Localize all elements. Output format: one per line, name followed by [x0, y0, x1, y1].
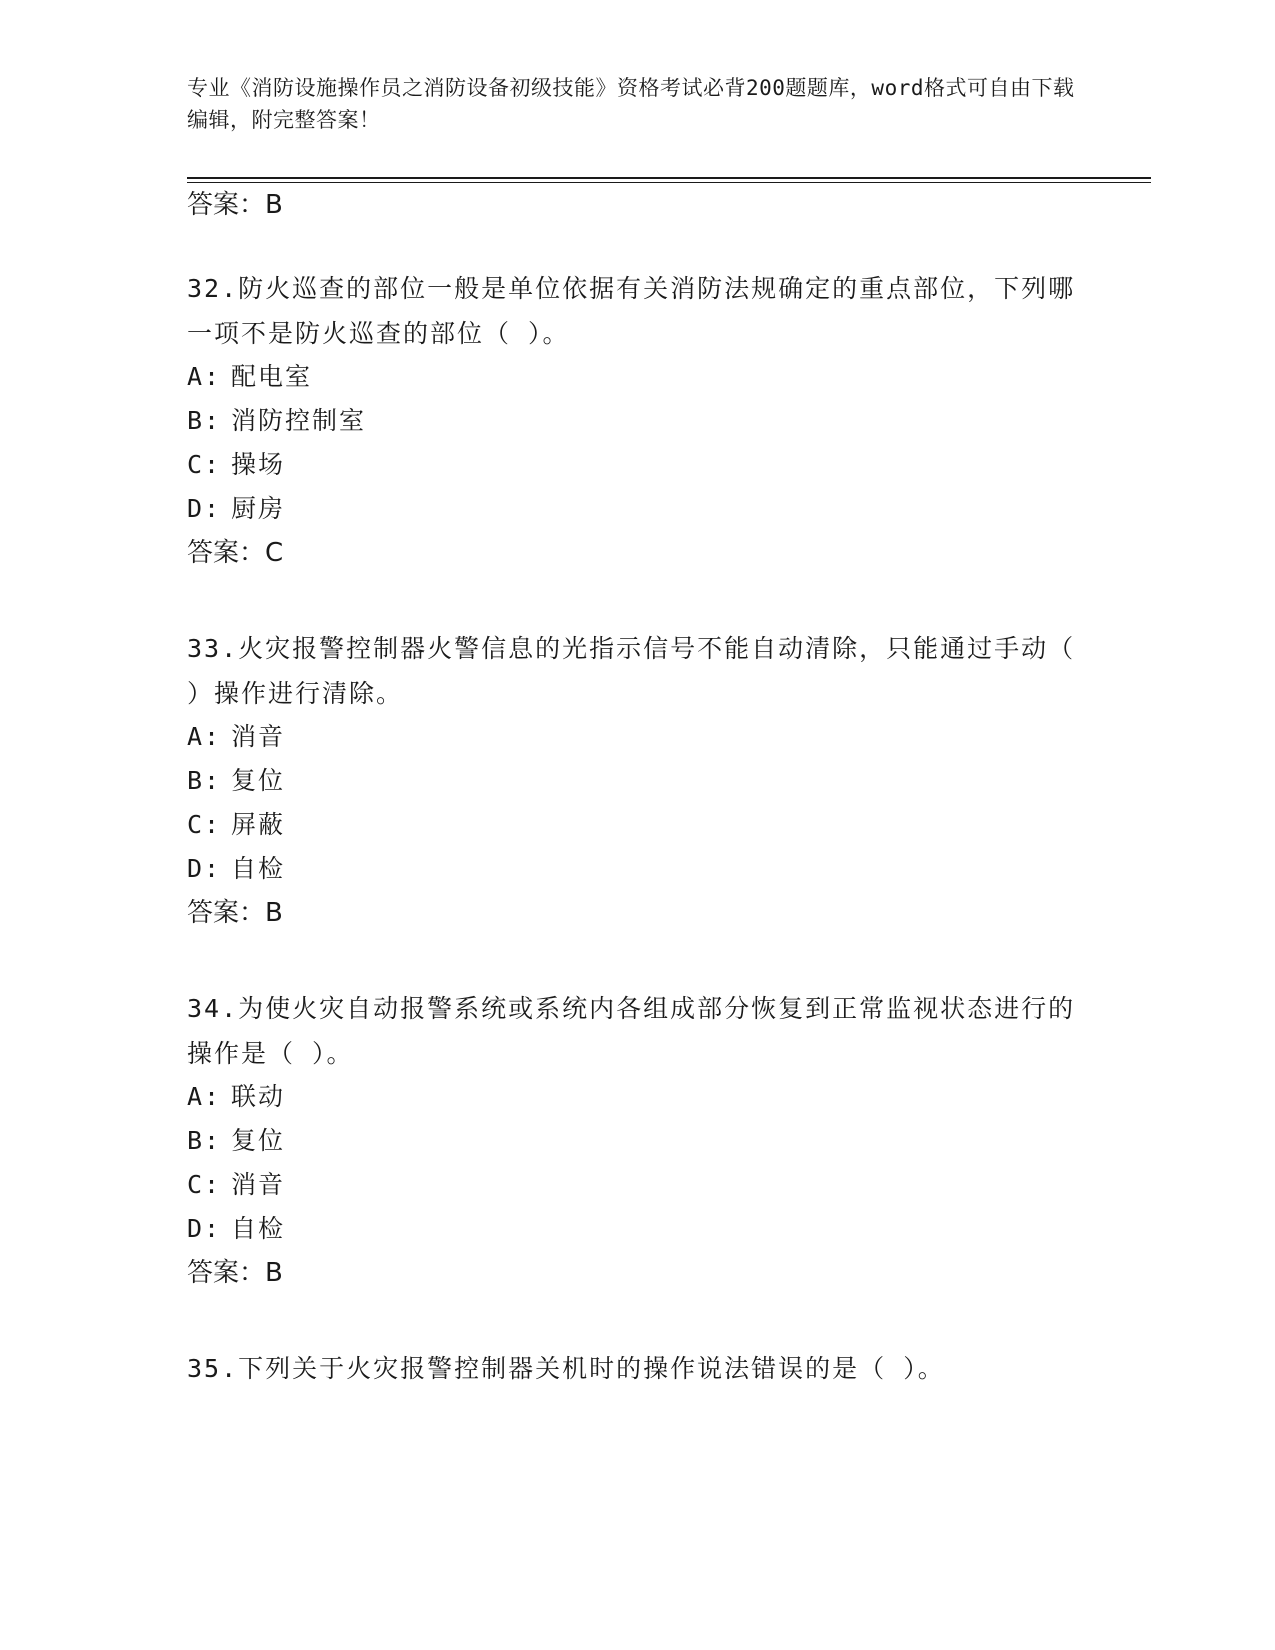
question-32-option-a: A: 配电室	[187, 362, 313, 391]
answer-31: 答案：B	[187, 190, 283, 220]
question-34-stem: 34.为使火灾自动报警系统或系统内各组成部分恢复到正常监视状态进行的操作是（ ）。	[187, 994, 1076, 1068]
header-divider	[187, 177, 1151, 179]
question-32-option-b: B: 消防控制室	[187, 406, 367, 435]
question-34-option-d: D: 自检	[187, 1214, 286, 1243]
question-32-option-c: C: 操场	[187, 450, 286, 479]
question-34-option-c: C: 消音	[187, 1170, 286, 1199]
question-34-answer: 答案：B	[187, 1258, 283, 1288]
question-32-answer: 答案：C	[187, 538, 284, 568]
question-35-stem: 35.下列关于火灾报警控制器关机时的操作说法错误的是（ ）。	[187, 1354, 945, 1383]
question-33-option-d: D: 自检	[187, 854, 286, 883]
question-33-stem: 33.火灾报警控制器火警信息的光指示信号不能自动清除，只能通过手动（ ）操作进行清除。	[187, 634, 1076, 708]
question-34-option-a: A: 联动	[187, 1082, 286, 1111]
question-32-stem: 32.防火巡查的部位一般是单位依据有关消防法规确定的重点部位，下列哪一项不是防火巡查的部位（ ）。	[187, 274, 1076, 348]
question-33-answer: 答案：B	[187, 898, 283, 928]
question-33-option-a: A: 消音	[187, 722, 286, 751]
document-header: 专业《消防设施操作员之消防设备初级技能》资格考试必背200题题库，word格式可自由下载编辑，附完整答案！	[187, 76, 1075, 132]
header-divider-thin	[187, 182, 1151, 183]
question-33-option-c: C: 屏蔽	[187, 810, 286, 839]
question-33-option-b: B: 复位	[187, 766, 286, 795]
question-32-option-d: D: 厨房	[187, 494, 286, 523]
question-34-option-b: B: 复位	[187, 1126, 286, 1155]
